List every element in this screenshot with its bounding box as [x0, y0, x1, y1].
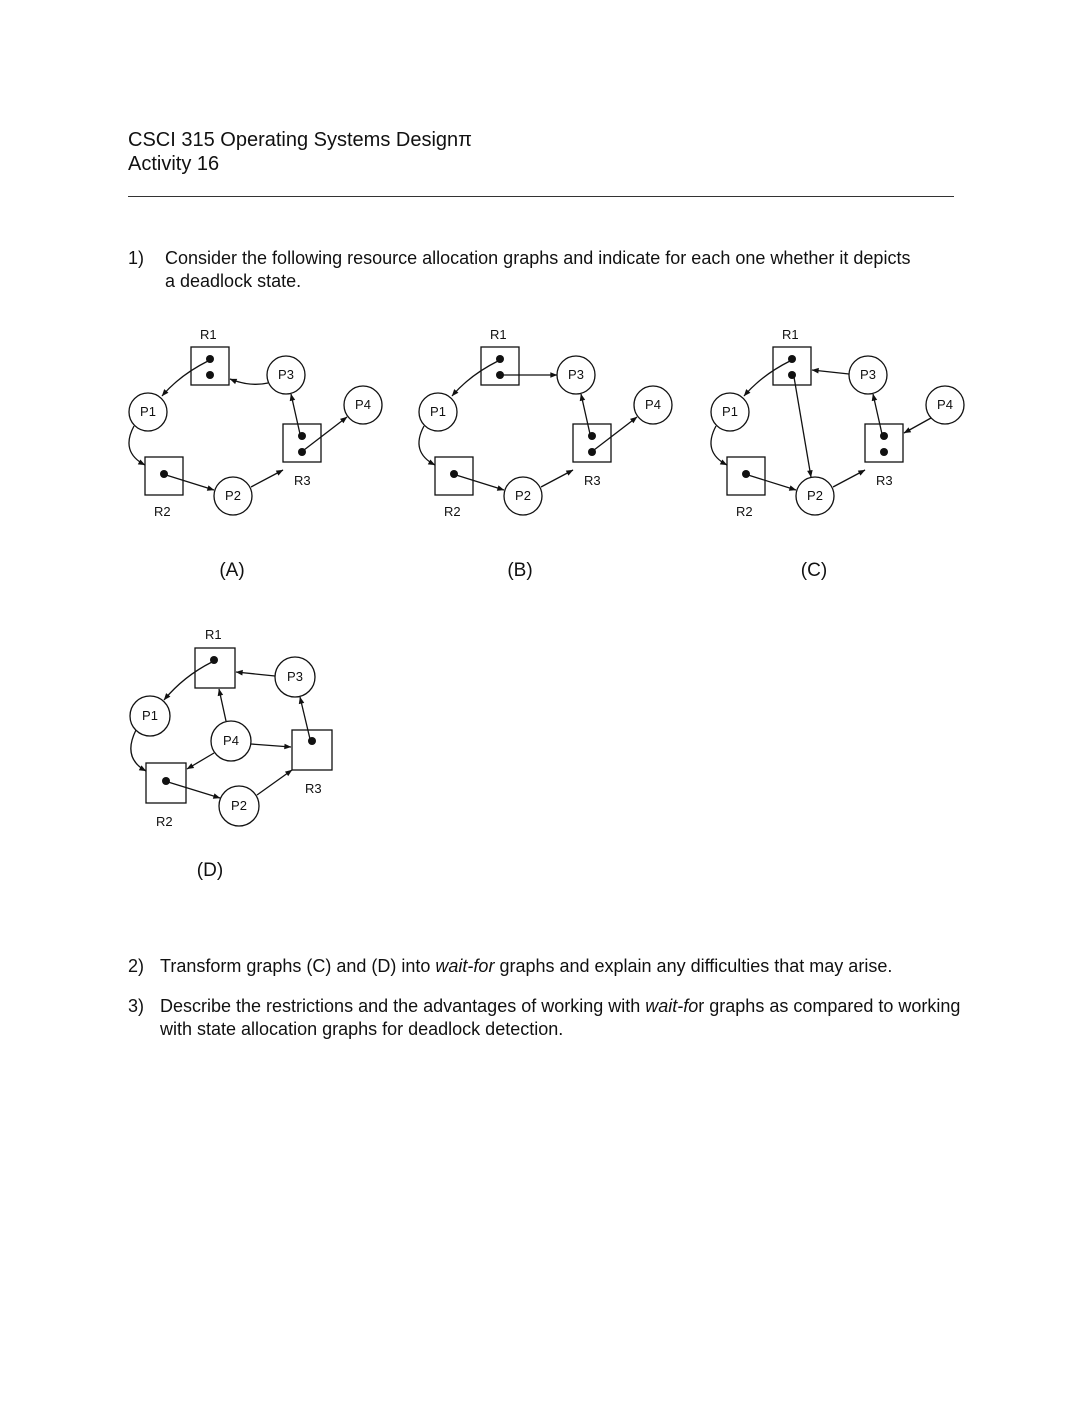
resource-r1: [773, 347, 811, 385]
question-text-pre: Transform graphs (C) and (D) into: [160, 956, 436, 976]
question-text: [160, 955, 970, 978]
edge-p2-r3: [833, 470, 865, 487]
instance-dot: [742, 470, 750, 478]
edge-p2-r3: [541, 470, 573, 487]
label-p3: P3: [568, 367, 584, 382]
edge-r1-p2: [794, 377, 811, 477]
label-p2: P2: [807, 488, 823, 503]
label-r1: R1: [205, 627, 222, 642]
label-r3: R3: [305, 781, 322, 796]
label-p2: P2: [515, 488, 531, 503]
instance-dot: [160, 470, 168, 478]
edge-p4-r1: [219, 689, 226, 721]
label-r2: R2: [736, 504, 753, 519]
question-text-emphasis: wait-for: [435, 956, 495, 976]
label-p1: P1: [430, 404, 446, 419]
edge-p2-r3: [251, 470, 283, 487]
resource-r3: [283, 424, 321, 462]
question-number: 3): [128, 996, 145, 1016]
label-r1: R1: [490, 327, 507, 342]
label-p4: P4: [223, 733, 239, 748]
question-text: [160, 995, 970, 1041]
course-title: CSCI 315 Operating Systems Designπ: [128, 129, 472, 151]
label-r3: R3: [294, 473, 311, 488]
label-p3: P3: [860, 367, 876, 382]
question-number: 1): [128, 248, 145, 268]
label-p3: P3: [278, 367, 294, 382]
activity-title: Activity 16: [128, 153, 220, 175]
label-r2: R2: [444, 504, 461, 519]
edge-p4-r3: [251, 744, 291, 747]
label-p1: P1: [722, 404, 738, 419]
resource-r3: [865, 424, 903, 462]
graph-c: [711, 327, 964, 581]
graph-d: [130, 627, 332, 881]
instance-dot: [450, 470, 458, 478]
question-text-emphasis: wait-fo: [645, 996, 699, 1016]
label-p2: P2: [231, 798, 247, 813]
label-p3: P3: [287, 669, 303, 684]
edge-p1-r2: [419, 426, 435, 465]
label-r3: R3: [584, 473, 601, 488]
question-text: Consider the following resource allocation graphs and indicate for each one whether it depicts a deadlock state.: [165, 248, 911, 291]
label-p1: P1: [140, 404, 156, 419]
label-r2: R2: [156, 814, 173, 829]
label-r1: R1: [200, 327, 217, 342]
edge-p2-r3: [257, 770, 292, 795]
instance-dot: [162, 777, 170, 785]
resource-r3: [573, 424, 611, 462]
label-r1: R1: [782, 327, 799, 342]
edge-p3-r1: [230, 379, 268, 384]
edge-p3-r1: [812, 370, 849, 374]
edge-p4-r2: [187, 753, 214, 769]
instance-dot: [788, 371, 796, 379]
graph-a: [129, 327, 382, 581]
graph-b: [419, 327, 672, 581]
edge-p1-r2: [131, 730, 146, 771]
caption-d: (D): [196, 860, 224, 881]
resource-r1: [191, 347, 229, 385]
label-r3: R3: [876, 473, 893, 488]
label-p4: P4: [937, 397, 953, 412]
resource-r1: [481, 347, 519, 385]
edge-p3-r1: [236, 672, 275, 676]
label-p1: P1: [142, 708, 158, 723]
edge-p4-r3: [904, 418, 931, 433]
label-p4: P4: [355, 397, 371, 412]
label-p4: P4: [645, 397, 661, 412]
edge-p1-r2: [129, 426, 145, 465]
label-r2: R2: [154, 504, 171, 519]
resource-r3: [292, 730, 332, 770]
edge-p1-r2: [711, 426, 727, 465]
question-text-pre: Describe the restrictions and the advantages of working with: [160, 996, 646, 1016]
instance-dot: [880, 448, 888, 456]
instance-dot: [206, 371, 214, 379]
caption-b: (B): [507, 560, 533, 581]
label-p2: P2: [225, 488, 241, 503]
question-text-post: graphs and explain any difficulties that may arise.: [494, 956, 893, 976]
caption-c: (C): [800, 560, 828, 581]
question-number: 2): [128, 956, 145, 976]
caption-a: (A): [219, 560, 245, 581]
question-text-post: r graphs as compared to working with state allocation graphs for deadlock detection.: [160, 996, 961, 1039]
